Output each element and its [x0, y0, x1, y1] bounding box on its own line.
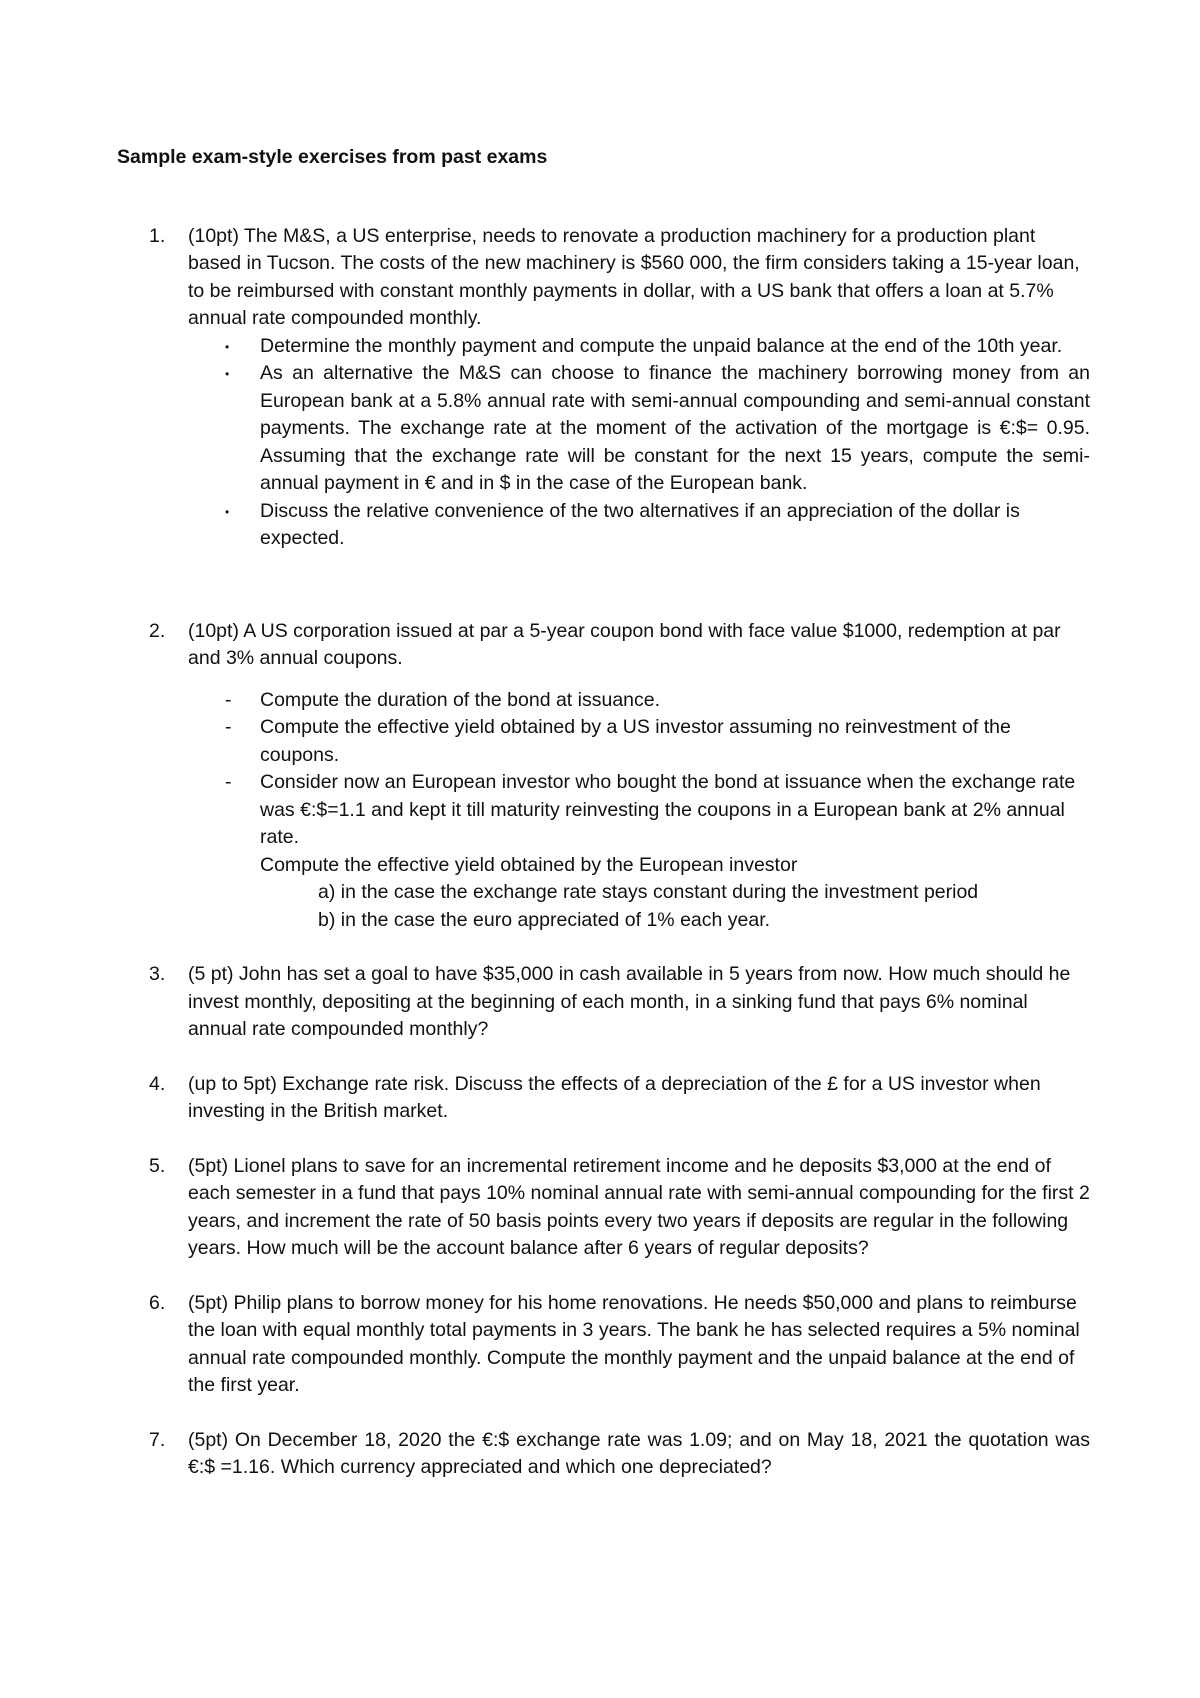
list-item-text: As an alternative the M&S can choose to finance the machinery borrowing money from an European bank at a 5.8% annual rate with semi-annual compounding and semi-annual constant payments. The exchange rate at the moment of the activation of the mortgage is €:$= 0.95. Assuming that the exchange rate will be constant for the next 15 years, compute the semi-annual payment in € and in $ in the case of the European bank.	[260, 362, 1090, 494]
exercise-text: (5pt) Philip plans to borrow money for his home renovations. He needs $50,000 and plans to reimburse the loan with equal monthly total payments in 3 years. The bank he has selected requires a 5% nominal annual rate compounded monthly. Compute the monthly payment and the unpaid balance at the end of the first year.	[188, 1291, 1080, 1396]
list-item	[188, 687, 1090, 715]
exercise-6	[117, 1290, 1090, 1400]
list-item	[188, 498, 1090, 553]
exercise-text: (up to 5pt) Exchange rate risk. Discuss the effects of a depreciation of the £ for a US investor when investing in the British market.	[188, 1072, 1041, 1122]
exercise-2-dashes	[188, 687, 1090, 852]
list-item	[188, 360, 1090, 498]
exercise-number: 6.	[149, 1291, 166, 1314]
list-item-text: Compute the duration of the bond at issuance.	[260, 688, 661, 711]
list-item-text: Discuss the relative convenience of the two alternatives if an appreciation of the dollar is expected.	[260, 499, 1020, 549]
bullet-icon: •	[225, 367, 230, 381]
list-item-text: Determine the monthly payment and compute the unpaid balance at the end of the 10th year.	[260, 334, 1063, 357]
exercise-list	[117, 223, 1090, 1482]
exercise-number: 7.	[149, 1428, 166, 1451]
list-item	[188, 714, 1090, 769]
list-item	[188, 333, 1090, 361]
exercise-1	[117, 223, 1090, 553]
exercise-number: 4.	[149, 1072, 166, 1095]
exercise-number: 2.	[149, 619, 166, 642]
case-item: b) in the case the euro appreciated of 1% each year.	[318, 908, 771, 931]
exercise-7	[117, 1427, 1090, 1482]
exercise-1-bullets	[188, 333, 1090, 553]
exercise-text: (5pt) On December 18, 2020 the €:$ exchange rate was 1.09; and on May 18, 2021 the quotation was €:$ =1.16. Which currency appreciated and which one depreciated?	[188, 1428, 1090, 1478]
exercise-4	[117, 1071, 1090, 1126]
bullet-icon: •	[225, 504, 230, 519]
list-item-text: Consider now an European investor who bought the bond at issuance when the exchange rate was €:$=1.1 and kept it till maturity reinvesting the coupons in a European bank at 2% annual rate.	[260, 771, 1076, 848]
dash-icon: -	[225, 716, 232, 738]
exercise-5	[117, 1153, 1090, 1263]
exercise-text: (10pt) A US corporation issued at par a 5-year coupon bond with face value $1000, redemption at par and 3% annual coupons.	[188, 619, 1061, 669]
exercise-number: 5.	[149, 1154, 166, 1177]
exercise-number: 3.	[149, 963, 166, 985]
page-title: Sample exam-style exercises from past exams	[117, 146, 548, 168]
exercise-text: (5pt) Lionel plans to save for an incremental retirement income and he deposits $3,000 at the end of each semester in a fund that pays 10% nominal annual rate with semi-annual compounding for the first 2 years, and increment the rate of 50 basis points every two years if deposits are regular in the following years. How much will be the account balance after 6 years of regular deposits?	[188, 1154, 1090, 1259]
case-item: a) in the case the exchange rate stays constant during the investment period	[318, 881, 979, 903]
exercise-2	[117, 618, 1090, 935]
list-item-text: Compute the effective yield obtained by a US investor assuming no reinvestment of the coupons.	[260, 716, 1011, 766]
dash-icon: -	[225, 771, 232, 793]
exercise-number: 1.	[149, 224, 166, 247]
list-item	[188, 769, 1090, 852]
exercise-text: (10pt) The M&S, a US enterprise, needs to renovate a production machinery for a production plant based in Tucson. The costs of the new machinery is $560 000, the firm considers taking a 15-year loan, to be reimbursed with constant monthly payments in dollar, with a US bank that offers a loan at 5.7% annual rate compounded monthly.	[188, 224, 1080, 329]
exercise-text: (5 pt) John has set a goal to have $35,000 in cash available in 5 years from now. How much should he invest monthly, depositing at the beginning of each month, in a sinking fund that pays 6% nominal annual rate compounded monthly?	[188, 963, 1071, 1040]
exercise-2-cases	[188, 879, 1090, 934]
exercise-3	[117, 961, 1090, 1044]
exercise-2-followup: Compute the effective yield obtained by the European investor	[260, 853, 798, 876]
dash-icon: -	[225, 688, 232, 711]
bullet-icon: •	[225, 339, 230, 354]
